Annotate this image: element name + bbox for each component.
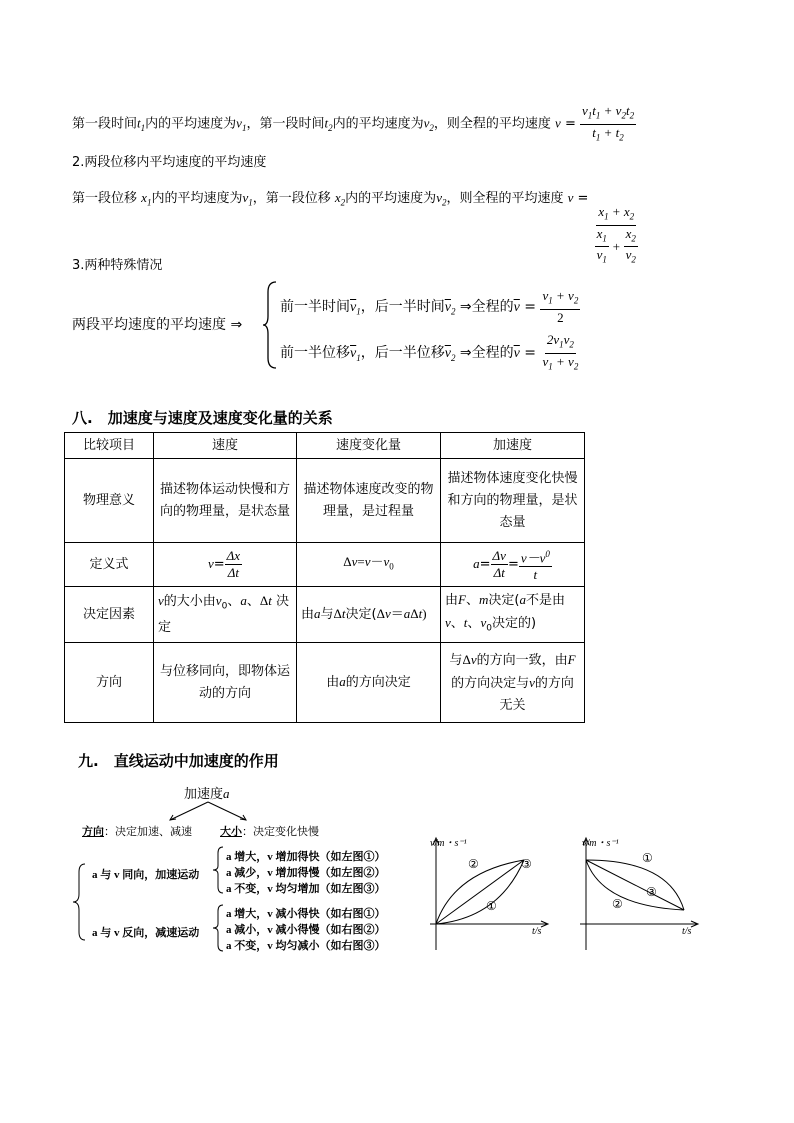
opposite-brace-icon — [212, 904, 224, 952]
x-axis-label: t/s — [682, 926, 692, 937]
mark-1: ① — [642, 851, 653, 865]
displacement-average-formula: $x_1 + x_2$ $\frac{x_1}{v_1}$ + $\frac{x_2}{v_2}$ — [596, 204, 636, 265]
same-brace-icon — [212, 846, 224, 894]
table-cell: 描述物体速度改变的物理量，是过程量 — [297, 459, 441, 543]
opposite-item: a 增大，v 减小得快（如右图①） — [226, 908, 386, 920]
mark-2: ② — [612, 897, 623, 911]
table-header: 加速度 — [441, 433, 585, 459]
displacement-average-line: 第一段位移 $x_1$内的平均速度为$v_1$，第一段位移 $x_2$内的平均速度为$v_2$，则全程的平均速度 v = $x_1 + x_2$ $\frac{x_1}{v_1}$ + $\frac{x_2}{v_2}$ — [72, 187, 640, 268]
half-time-case: 前一半时间$\overline{v}_1$，后一半时间$\overline{v}_2$ ⇒全程的$\overline{v}$ = $\frac{v_1 + v_2}{2}$ — [280, 288, 579, 325]
acceleration-label: 加速度a — [184, 786, 230, 802]
section-title-3: 3.两种特殊情况 — [72, 258, 163, 273]
direction-role: 方向：决定加速、减速 — [82, 825, 192, 838]
mark-1: ① — [486, 899, 497, 913]
opposite-item: a 不变，v 均匀减小（如右图③） — [226, 940, 386, 952]
same-item: a 不变，v 均匀增加（如左图③） — [226, 883, 386, 895]
y-axis-label: v/m・s⁻¹ — [430, 838, 467, 849]
opposite-direction-label: a 与 v 反向，减速运动 — [92, 927, 200, 939]
row-label: 决定因素 — [65, 587, 154, 643]
table-cell: 由a与Δt决定(Δv＝aΔt) — [297, 587, 441, 643]
table-cell: 由a的方向决定 — [297, 643, 441, 723]
table-header-row — [65, 433, 585, 459]
table-cell: $\Delta v=v-v_0$ — [297, 543, 441, 587]
table-row — [65, 543, 585, 587]
outer-brace-icon — [72, 862, 86, 942]
same-item: a 减少，v 增加得慢（如左图②） — [226, 867, 386, 879]
table-header: 速度变化量 — [297, 433, 441, 459]
table-header: 速度 — [154, 433, 297, 459]
brace-icon — [262, 280, 278, 370]
table-cell: 描述物体速度变化快慢和方向的物理量，是状态量 — [441, 459, 585, 543]
table-header: 比较项目 — [65, 433, 154, 459]
row-label: 方向 — [65, 643, 154, 723]
line-3 — [436, 860, 524, 924]
mark-3: ③ — [521, 857, 532, 871]
split-arrows-icon — [150, 798, 270, 824]
left-vt-graph — [424, 830, 554, 956]
right-vt-graph — [574, 830, 704, 956]
magnitude-role: 大小：决定变化快慢 — [220, 825, 319, 838]
time-average-line: 第一段时间$t_1$内的平均速度为$v_1$，第一段时间$t_2$内的平均速度为$v_2$，则全程的平均速度 v = $\frac{v_1t_1 + v_2t_2}{t_1 + t_2}$ — [72, 103, 636, 145]
section-8-heading: 八. 加速度与速度及速度变化量的关系 — [72, 409, 333, 427]
comparison-table — [64, 432, 585, 723]
x-axis-label: t/s — [532, 926, 542, 937]
row-label: 物理意义 — [65, 459, 154, 543]
table-cell: a= $\frac{\Delta v}{\Delta t}$ = $\frac{v-v^0}{t}$ — [441, 543, 585, 587]
section-9-heading: 九. 直线运动中加速度的作用 — [78, 752, 279, 770]
table-cell: 与Δv的方向一致，由F的方向决定与v的方向无关 — [441, 643, 585, 723]
opposite-item: a 减小，v 减小得慢（如右图②） — [226, 924, 386, 936]
same-direction-label: a 与 v 同向，加速运动 — [92, 869, 200, 881]
table-cell: 由F、m决定(a不是由v、t、$v_0$决定的) — [441, 587, 585, 643]
same-item: a 增大，v 增加得快（如左图①） — [226, 851, 386, 863]
row-label: 定义式 — [65, 543, 154, 587]
table-cell: v的大小由$v_0$、a、Δt 决定 — [154, 587, 297, 643]
mark-3: ③ — [646, 885, 657, 899]
table-cell: 与位移同向，即物体运动的方向 — [154, 643, 297, 723]
time-average-formula: $\frac{v_1t_1 + v_2t_2}{t_1 + t_2}$ — [581, 103, 635, 143]
half-displacement-case: 前一半位移$\overline{v}_1$，后一半位移$\overline{v}_2$ ⇒全程的$\overline{v}$ = $\frac{2v_1v_2}{v_1 + v_2}$ — [280, 332, 579, 372]
table-cell: v= $\frac{\Delta x}{\Delta t}$ — [154, 543, 297, 587]
special-cases-label: 两段平均速度的平均速度 ⇒ — [72, 317, 243, 333]
mark-2: ② — [468, 857, 479, 871]
y-axis-label: v/m・s⁻¹ — [582, 838, 619, 849]
table-row — [65, 643, 585, 723]
table-row — [65, 459, 585, 543]
table-row — [65, 587, 585, 643]
table-cell: 描述物体运动快慢和方向的物理量，是状态量 — [154, 459, 297, 543]
section-title-2: 2.两段位移内平均速度的平均速度 — [72, 155, 267, 170]
